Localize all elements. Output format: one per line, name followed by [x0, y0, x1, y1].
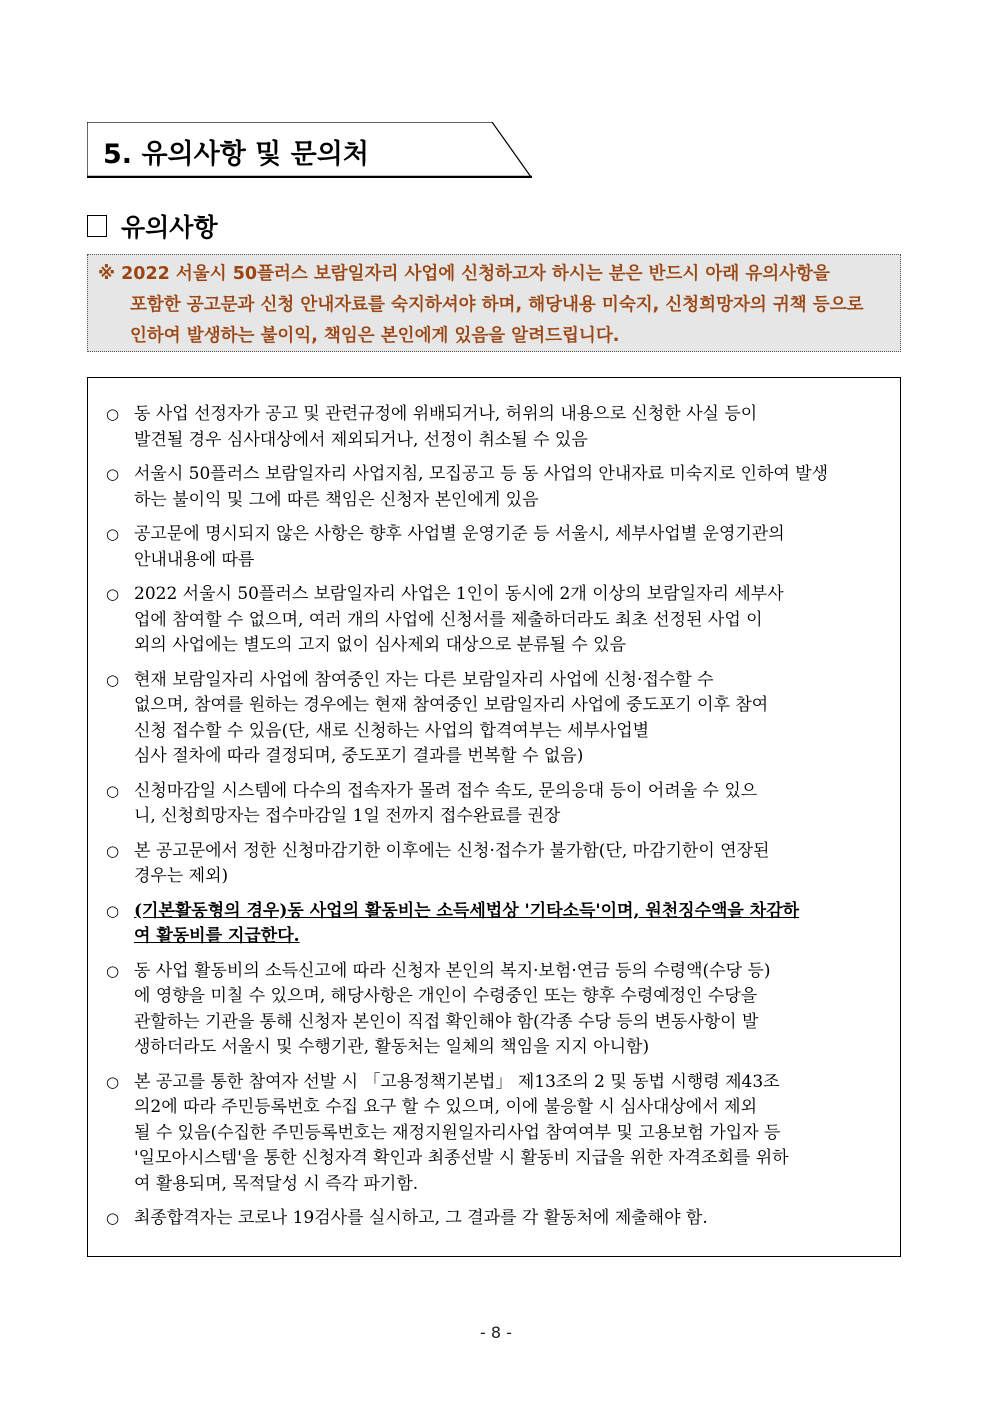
- notice-line: ※ 2022 서울시 50플러스 보람일자리 사업에 신청하고자 하시는 분은 반드시 아래 유의사항을: [98, 264, 830, 284]
- list-item-emphasized: [106, 899, 890, 950]
- list-item: [106, 959, 890, 1061]
- subheading: [87, 208, 218, 244]
- square-bullet-icon: [87, 215, 107, 237]
- item-line: 생하더라도 서울시 및 수행기관, 활동처는 일체의 책임을 지지 아니함): [134, 1037, 650, 1057]
- item-line: 안내내용에 따름: [134, 549, 255, 570]
- item-line: 동 사업 활동비의 소득신고에 따라 신청자 본인의 복지·보험·연금 등의 수령액(수당 등): [134, 960, 771, 981]
- circle-bullet-icon: ○: [106, 841, 120, 860]
- item-line: 니, 신청희망자는 접수마감일 1일 전까지 접수완료를 권장: [134, 806, 561, 826]
- circle-bullet-icon: ○: [106, 1209, 120, 1227]
- item-line: 여 활용되며, 목적달성 시 즉각 파기함.: [134, 1173, 419, 1194]
- item-line: '일모아시스템'을 통한 신청자격 확인과 최종선발 시 활동비 지급을 위한 자격조회를 위하: [134, 1148, 789, 1168]
- item-line: 서울시 50플러스 보람일자리 사업지침, 모집공고 등 동 사업의 안내자료 미숙지로 인하여 발생: [134, 464, 829, 484]
- item-line: 업에 참여할 수 없으며, 여러 개의 사업에 신청서를 제출하더라도 최초 선정된 사업 이: [134, 609, 763, 630]
- page-number: - 8 -: [480, 1323, 512, 1342]
- list-item: [106, 462, 890, 513]
- item-line: 신청마감일 시스템에 다수의 접속자가 몰려 접수 속도, 문의응대 등이 어려울 수 있으: [134, 780, 758, 801]
- notice-line: 인하여 발생하는 불이익, 책임은 본인에게 있음을 알려드립니다.: [130, 326, 620, 346]
- item-line: 동 사업 선정자가 공고 및 관련규정에 위배되거나, 허위의 내용으로 신청한 사실 등이: [134, 404, 758, 424]
- circle-bullet-icon: ○: [106, 670, 120, 689]
- notice-box: [87, 254, 901, 352]
- item-line: 여 활동비를 지급한다.: [134, 926, 300, 946]
- list-item: [106, 582, 890, 659]
- circle-bullet-icon: ○: [106, 901, 120, 920]
- circle-bullet-icon: ○: [106, 525, 120, 543]
- list-item: [106, 668, 890, 770]
- item-line: 공고문에 명시되지 않은 사항은 향후 사업별 운영기준 등 서울시, 세부사업별 운영기관의: [134, 524, 785, 544]
- circle-bullet-icon: ○: [106, 781, 120, 800]
- item-line: 본 공고를 통한 참여자 선발 시 「고용정책기본법」 제13조의 2 및 동법 시행령 제43조: [134, 1071, 780, 1092]
- item-line: 신청 접수할 수 있음(단, 새로 신청하는 사업의 합격여부는 세부사업별: [134, 720, 650, 741]
- circle-bullet-icon: ○: [106, 465, 120, 483]
- circle-bullet-icon: ○: [106, 585, 120, 603]
- item-line: 심사 절차에 따라 결정되며, 중도포기 결과를 번복할 수 없음): [134, 746, 584, 766]
- precautions-list: [87, 377, 901, 1257]
- section-title-text: 5. 유의사항 및 문의처: [103, 139, 369, 170]
- list-item: [106, 522, 890, 573]
- list-item: [106, 1206, 890, 1232]
- circle-bullet-icon: ○: [106, 405, 120, 423]
- item-line: 현재 보람일자리 사업에 참여중인 자는 다른 보람일자리 사업에 신청·접수할 수: [134, 669, 714, 690]
- list-item: [106, 779, 890, 830]
- item-line: 본 공고문에서 정한 신청마감기한 이후에는 신청·접수가 불가함(단, 마감기한이 연장된: [134, 840, 770, 861]
- item-line: (기본활동형의 경우)동 사업의 활동비는 소득세법상 '기타소득'이며, 원천징수액을 차감하: [134, 900, 800, 921]
- item-line: 2022 서울시 50플러스 보람일자리 사업은 1인이 동시에 2개 이상의 보람일자리 세부사: [134, 584, 784, 604]
- item-line: 경우는 제외): [134, 866, 229, 886]
- list-item: [106, 402, 890, 453]
- subheading-text: 유의사항: [121, 213, 218, 242]
- item-line: 외의 사업에는 별도의 고지 없이 심사제외 대상으로 분류될 수 있음: [134, 635, 627, 655]
- list-item: [106, 1070, 890, 1198]
- item-line: 관할하는 기관을 통해 신청자 본인이 직접 확인해야 함(각종 수당 등의 변동사항이 발: [134, 1011, 759, 1032]
- item-line: 될 수 있음(수집한 주민등록번호는 재정지원일자리사업 참여여부 및 고용보험 가입자 등: [134, 1122, 781, 1143]
- item-line: 발견될 경우 심사대상에서 제외되거나, 선정이 취소될 수 있음: [134, 429, 588, 450]
- item-line: 에 영향을 미칠 수 있으며, 해당사항은 개인이 수령중인 또는 향후 수령예정인 수당을: [134, 986, 758, 1006]
- notice-line: 포함한 공고문과 신청 안내자료를 숙지하셔야 하며, 해당내용 미숙지, 신청희망자의 귀책 등으로: [130, 295, 864, 315]
- list-item: [106, 839, 890, 890]
- section-title: [87, 122, 532, 178]
- circle-bullet-icon: ○: [106, 1072, 120, 1091]
- item-line: 없으며, 참여를 원하는 경우에는 현재 참여중인 보람일자리 사업에 중도포기 이후 참여: [134, 695, 769, 715]
- circle-bullet-icon: ○: [106, 961, 120, 980]
- item-line: 최종합격자는 코로나 19검사를 실시하고, 그 결과를 각 활동처에 제출해야 함.: [134, 1208, 708, 1228]
- item-line: 의2에 따라 주민등록번호 수집 요구 할 수 있으며, 이에 불응할 시 심사대상에서 제외: [134, 1097, 757, 1117]
- item-line: 하는 불이익 및 그에 따른 책임은 신청자 본인에게 있음: [134, 489, 539, 510]
